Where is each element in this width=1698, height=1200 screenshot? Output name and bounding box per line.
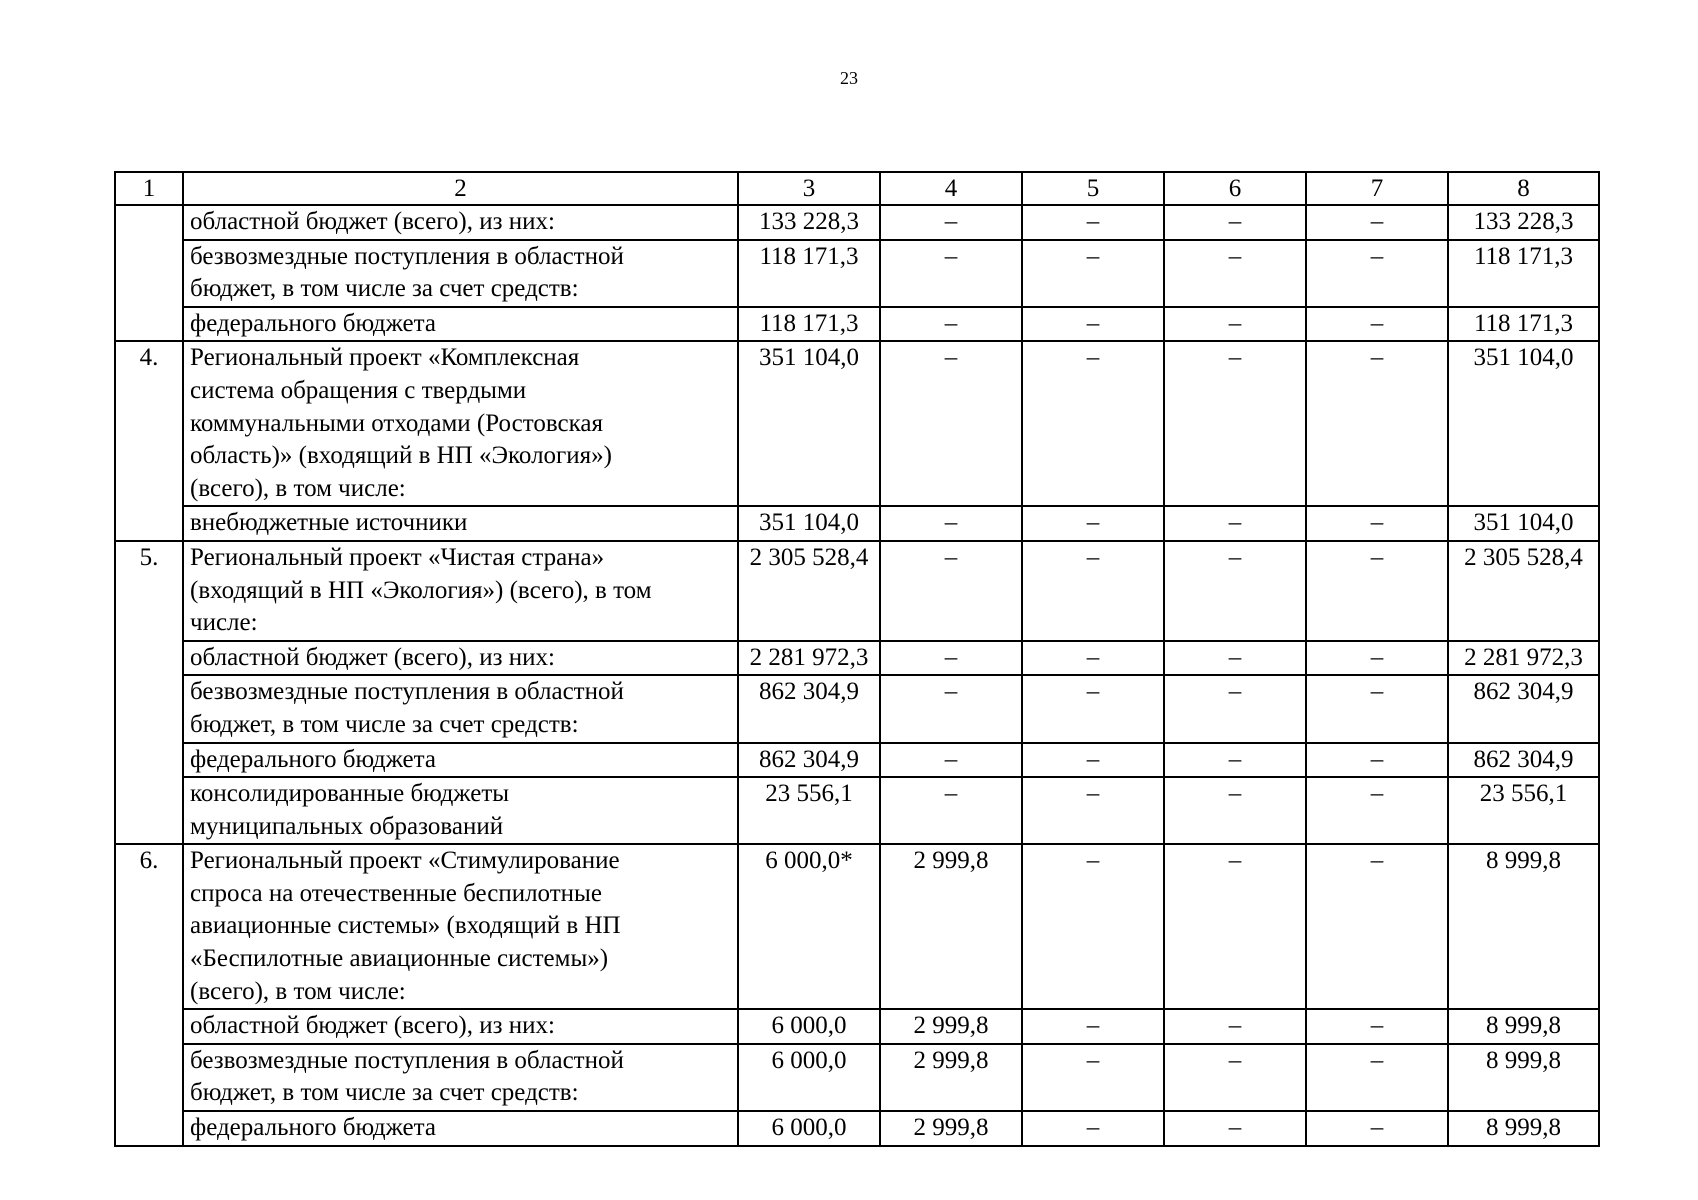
value-cell-col-8: 118 171,3 [1448,307,1599,342]
value-cell-col-7: – [1306,1044,1448,1111]
value-cell-col-6: – [1164,641,1306,676]
description-line: «Беспилотные авиационные системы») [190,945,609,973]
value-cell-col-7: – [1306,1009,1448,1044]
description-line: бюджет, в том числе за счет средств: [190,1079,579,1107]
value-cell-col-8: 862 304,9 [1448,675,1599,742]
column-number-header: 1 [115,172,183,205]
description-line: система обращения с твердыми [190,376,527,404]
value-cell-col-3: 6 000,0 [738,1111,880,1146]
description-line: Региональный проект «Комплексная [190,344,580,372]
page-number: 23 [840,68,858,88]
description-line: областной бюджет (всего), из них: [190,208,555,235]
value-cell-col-7: – [1306,743,1448,778]
value-cell-col-5: – [1022,777,1164,844]
value-cell-col-3: 6 000,0 [738,1044,880,1111]
description-line: коммунальными отходами (Ростовская [190,409,603,437]
row-number-cell [115,205,183,341]
value-cell-col-7: – [1306,205,1448,240]
table-row [115,777,1599,844]
value-cell-col-8: 133 228,3 [1448,205,1599,240]
description-cell [183,675,738,742]
value-cell-col-4: – [880,541,1022,641]
value-cell-col-3: 862 304,9 [738,743,880,778]
value-cell-col-3: 6 000,0* [738,844,880,1009]
value-cell-col-3: 133 228,3 [738,205,880,240]
value-cell-col-6: – [1164,240,1306,307]
table-row [115,240,1599,307]
column-number-header: 2 [183,172,738,205]
table-row [115,743,1599,778]
value-cell-col-5: – [1022,341,1164,506]
description-cell [183,641,738,676]
row-number-cell: 6. [115,844,183,1145]
description-line: внебюджетные источники [190,509,468,537]
value-cell-col-3: 118 171,3 [738,307,880,342]
value-cell-col-4: 2 999,8 [880,844,1022,1009]
value-cell-col-3: 2 281 972,3 [738,641,880,676]
value-cell-col-7: – [1306,844,1448,1009]
description-line: федерального бюджета [190,1114,436,1142]
value-cell-col-5: – [1022,1009,1164,1044]
table-row [115,341,1599,506]
description-cell [183,1111,738,1146]
description-cell [183,205,738,240]
value-cell-col-3: 118 171,3 [738,240,880,307]
value-cell-col-8: 2 281 972,3 [1448,641,1599,676]
value-cell-col-4: – [880,506,1022,541]
table-row [115,205,1599,240]
description-cell [183,844,738,1009]
description-line: (всего), в том числе: [190,474,406,502]
value-cell-col-6: – [1164,1009,1306,1044]
table-header-row [115,172,1599,205]
description-line: спроса на отечественные беспилотные [190,879,602,907]
value-cell-col-6: – [1164,506,1306,541]
value-cell-col-4: – [880,641,1022,676]
description-line: Региональный проект «Чистая страна» [190,543,605,571]
table-row [115,506,1599,541]
value-cell-col-3: 351 104,0 [738,341,880,506]
description-line: (входящий в НП «Экология») (всего), в том [190,576,652,604]
value-cell-col-7: – [1306,506,1448,541]
description-cell [183,341,738,506]
value-cell-col-5: – [1022,743,1164,778]
column-number-header: 7 [1306,172,1448,205]
description-cell [183,1044,738,1111]
value-cell-col-5: – [1022,307,1164,342]
description-line: безвозмездные поступления в областной [190,1046,624,1074]
value-cell-col-6: – [1164,844,1306,1009]
value-cell-col-4: 2 999,8 [880,1009,1022,1044]
value-cell-col-6: – [1164,341,1306,506]
value-cell-col-6: – [1164,777,1306,844]
table-row [115,844,1599,1009]
value-cell-col-3: 351 104,0 [738,506,880,541]
value-cell-col-4: 2 999,8 [880,1111,1022,1146]
description-cell [183,307,738,342]
value-cell-col-3: 2 305 528,4 [738,541,880,641]
description-line: безвозмездные поступления в областной [190,242,624,270]
table-row [115,541,1599,641]
description-cell [183,1009,738,1044]
value-cell-col-7: – [1306,675,1448,742]
value-cell-col-4: – [880,240,1022,307]
value-cell-col-6: – [1164,743,1306,778]
value-cell-col-6: – [1164,541,1306,641]
value-cell-col-3: 6 000,0 [738,1009,880,1044]
value-cell-col-4: – [880,777,1022,844]
value-cell-col-3: 862 304,9 [738,675,880,742]
value-cell-col-7: – [1306,641,1448,676]
description-line: Региональный проект «Стимулирование [190,847,620,875]
table-row [115,641,1599,676]
value-cell-col-8: 8 999,8 [1448,844,1599,1009]
value-cell-col-6: – [1164,1111,1306,1146]
value-cell-col-5: – [1022,240,1164,307]
budget-table [114,171,1600,1147]
value-cell-col-7: – [1306,240,1448,307]
description-line: федерального бюджета [190,309,436,337]
value-cell-col-7: – [1306,1111,1448,1146]
value-cell-col-5: – [1022,1111,1164,1146]
description-line: консолидированные бюджеты [190,780,510,808]
value-cell-col-4: – [880,341,1022,506]
description-cell [183,743,738,778]
description-line: бюджет, в том числе за счет средств: [190,710,579,738]
value-cell-col-6: – [1164,307,1306,342]
description-line: (всего), в том числе: [190,977,406,1005]
table-row [115,1009,1599,1044]
value-cell-col-8: 351 104,0 [1448,506,1599,541]
value-cell-col-5: – [1022,1044,1164,1111]
description-cell [183,777,738,844]
value-cell-col-7: – [1306,541,1448,641]
column-number-header: 6 [1164,172,1306,205]
value-cell-col-8: 351 104,0 [1448,341,1599,506]
value-cell-col-5: – [1022,675,1164,742]
description-line: областной бюджет (всего), из них: [190,1012,555,1040]
table-row [115,1111,1599,1146]
value-cell-col-7: – [1306,341,1448,506]
value-cell-col-6: – [1164,1044,1306,1111]
value-cell-col-5: – [1022,506,1164,541]
description-line: бюджет, в том числе за счет средств: [190,275,579,303]
description-cell [183,506,738,541]
value-cell-col-8: 23 556,1 [1448,777,1599,844]
description-line: числе: [190,609,258,637]
value-cell-col-5: – [1022,641,1164,676]
value-cell-col-5: – [1022,205,1164,240]
value-cell-col-3: 23 556,1 [738,777,880,844]
description-cell [183,541,738,641]
description-line: областной бюджет (всего), из них: [190,643,555,671]
column-number-header: 3 [738,172,880,205]
value-cell-col-5: – [1022,541,1164,641]
value-cell-col-4: – [880,307,1022,342]
row-number-cell: 4. [115,341,183,541]
value-cell-col-4: 2 999,8 [880,1044,1022,1111]
value-cell-col-8: 8 999,8 [1448,1044,1599,1111]
description-line: федерального бюджета [190,745,436,773]
description-line: муниципальных образований [190,812,504,840]
row-number-cell: 5. [115,541,183,844]
value-cell-col-8: 8 999,8 [1448,1111,1599,1146]
value-cell-col-8: 862 304,9 [1448,743,1599,778]
description-line: область)» (входящий в НП «Экология») [190,442,612,470]
table-row [115,1044,1599,1111]
column-number-header: 5 [1022,172,1164,205]
description-line: авиационные системы» (входящий в НП [190,912,621,940]
value-cell-col-7: – [1306,777,1448,844]
table-row [115,307,1599,342]
value-cell-col-8: 8 999,8 [1448,1009,1599,1044]
value-cell-col-6: – [1164,675,1306,742]
column-number-header: 8 [1448,172,1599,205]
value-cell-col-8: 2 305 528,4 [1448,541,1599,641]
value-cell-col-4: – [880,205,1022,240]
value-cell-col-7: – [1306,307,1448,342]
value-cell-col-5: – [1022,844,1164,1009]
description-cell [183,240,738,307]
value-cell-col-4: – [880,743,1022,778]
table-row [115,675,1599,742]
value-cell-col-4: – [880,675,1022,742]
value-cell-col-6: – [1164,205,1306,240]
description-line: безвозмездные поступления в областной [190,678,624,706]
value-cell-col-8: 118 171,3 [1448,240,1599,307]
column-number-header: 4 [880,172,1022,205]
